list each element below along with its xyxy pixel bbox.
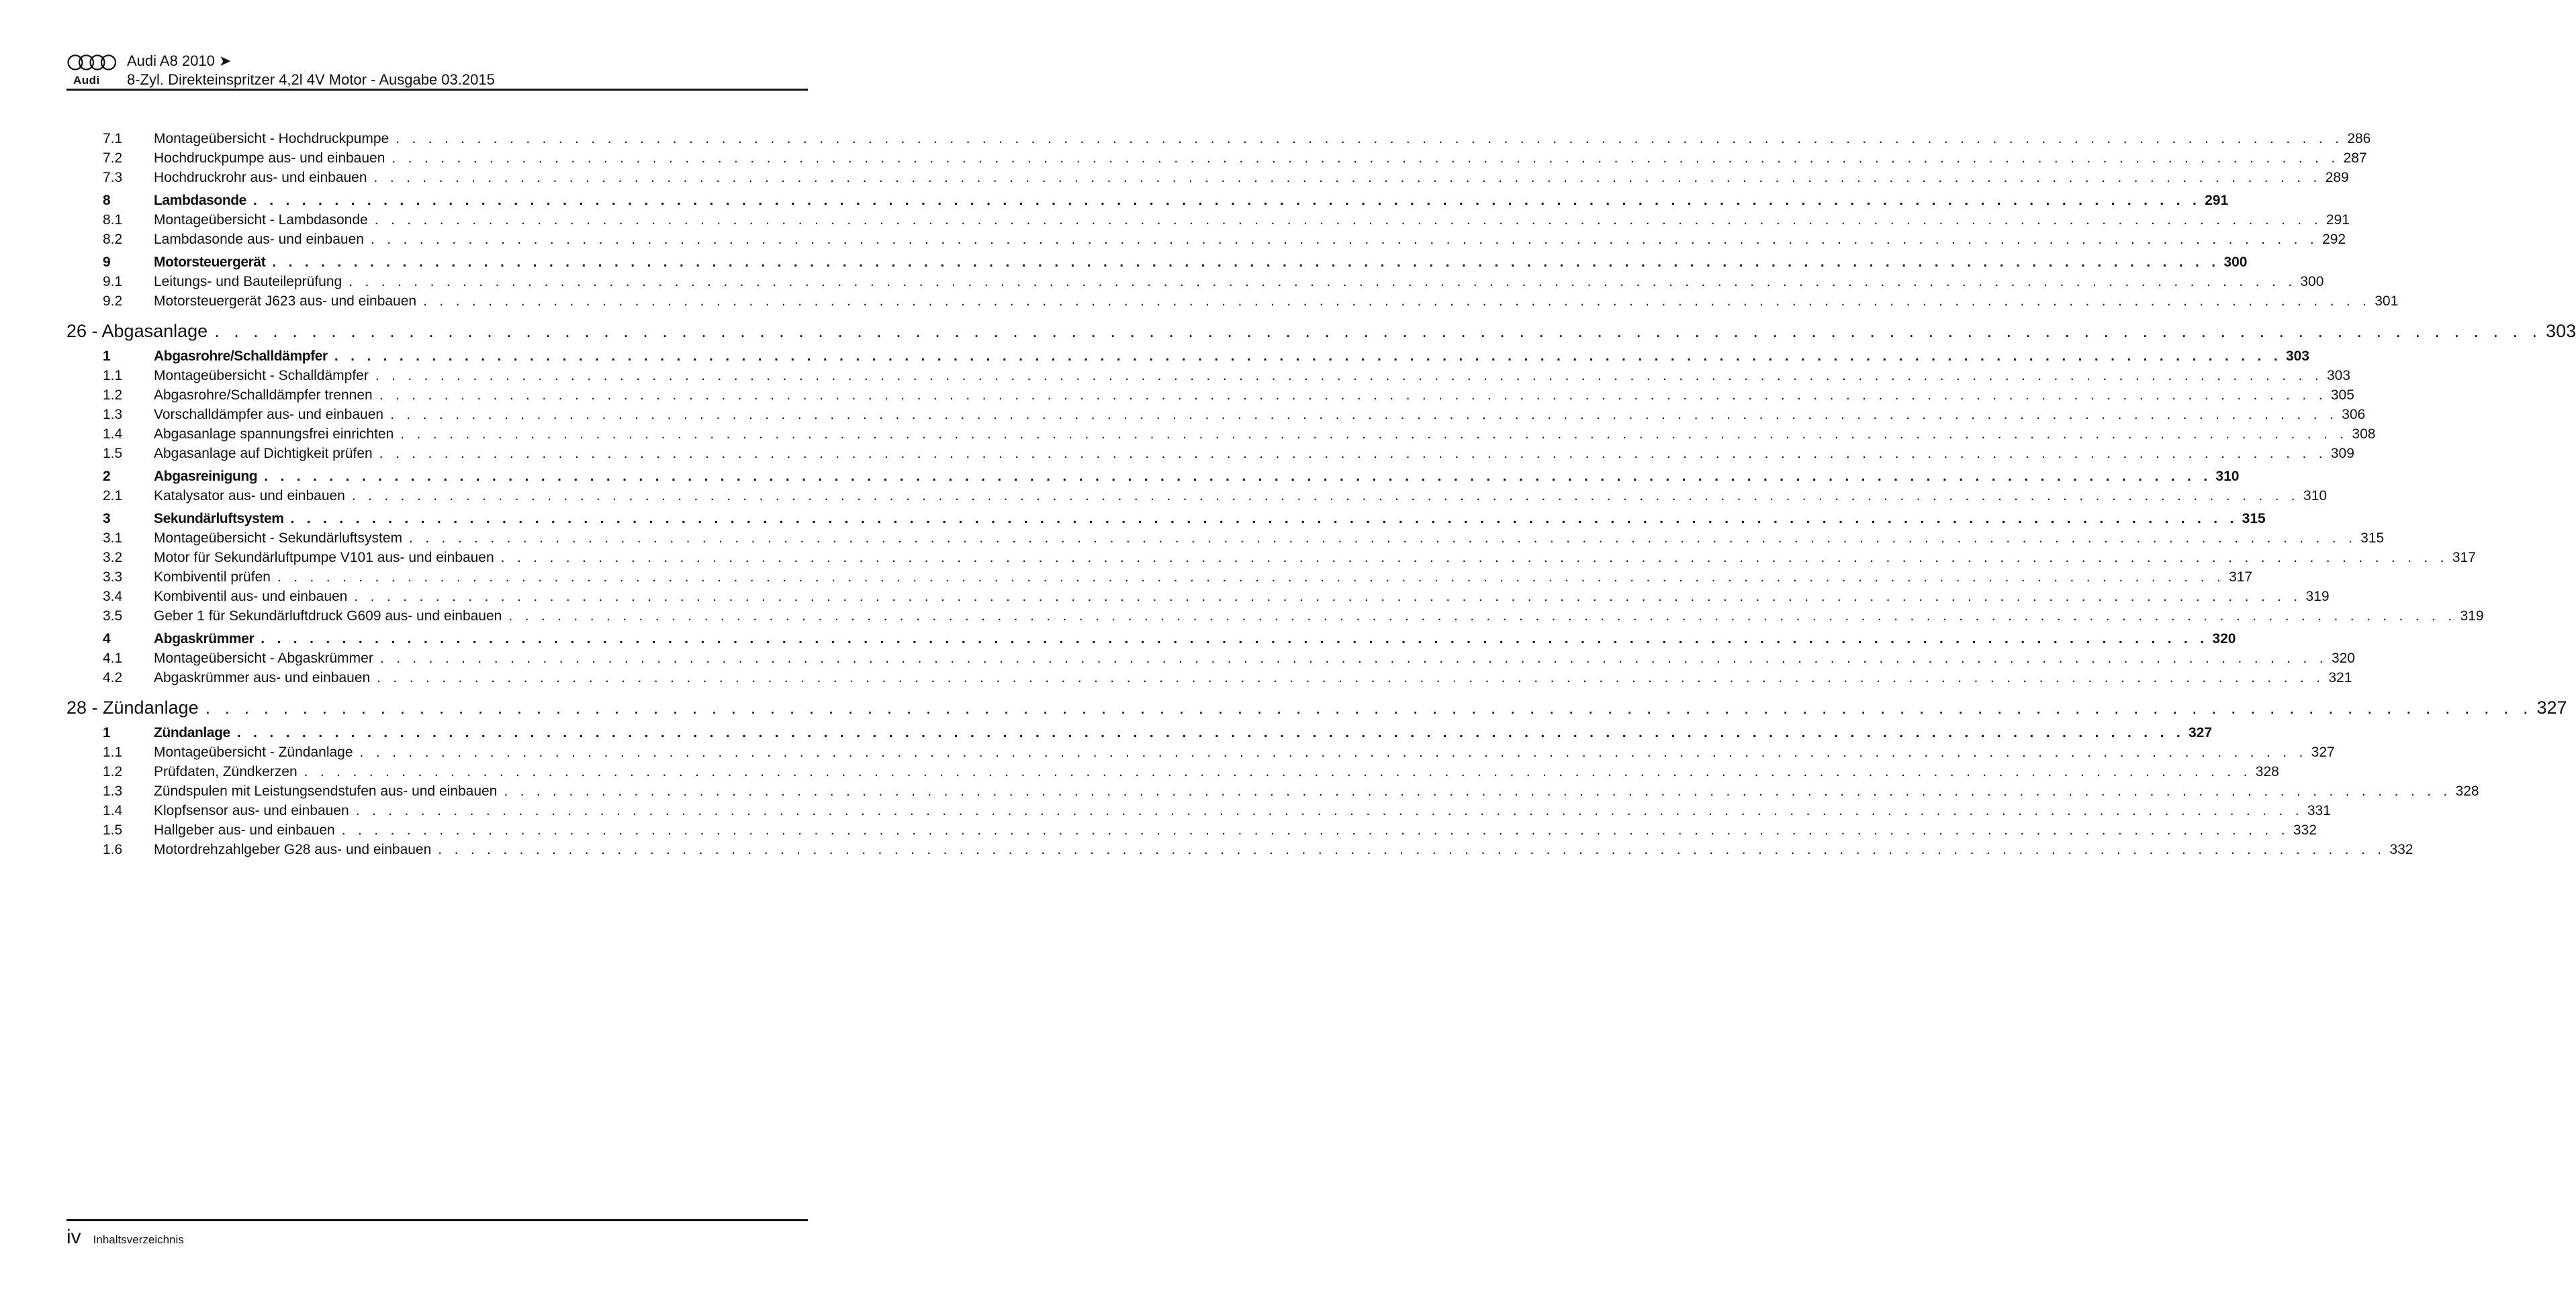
- toc-entry-number: 3.3: [103, 569, 123, 585]
- toc-entry-page: 301: [2375, 293, 2399, 309]
- toc-entry-title: Motordrehzahlgeber G28 aus- und einbauen: [154, 842, 432, 857]
- toc-entry-number: 7.2: [103, 150, 123, 166]
- toc-chapter[interactable]: [66, 319, 2576, 343]
- toc-entry-page: 291: [2326, 212, 2350, 228]
- toc-entry-page: 328: [2255, 764, 2279, 779]
- dot-leader: . . . . . . . . . . . . . . . . . . . . . . . . . . . . . . . . . . . . . . . . . . . . . . . . . . . . . . . . . . . . . . . . . . . . . . . . . . . . . . . . . . . . . . . . . . . . . . . . . . . . . . . . . . . . . . . . . . . . . . . .: [504, 783, 2452, 799]
- dot-leader: . . . . . . . . . . . . . . . . . . . . . . . . . . . . . . . . . . . . . . . . . . . . . . . . . . . . . . . . . . . . . . . . . . . . . . . . . . . . . . . . . . . . . . . . . . . . . . . . . . . . . . . . . . . . . . . . . . . . . . . .: [392, 150, 2340, 166]
- audi-rings-icon: [66, 54, 118, 71]
- toc-entry-page: 306: [2342, 407, 2366, 422]
- toc-entry-number: 4.1: [103, 651, 123, 666]
- dot-leader: . . . . . . . . . . . . . . . . . . . . . . . . . . . . . . . . . . . . . . . . . . . . . . . . . . . . . . . . . . . . . . . . . . . . . . . . . . . . . . . . . . . . . . . . . . . . . . . . . . . . . . . . . . . . . . . . . . . . . . . .: [290, 511, 2238, 526]
- toc-entry-number: 2.1: [103, 488, 123, 504]
- toc-entry-number: 4.2: [103, 670, 123, 685]
- toc-entry-title: Montageübersicht - Zündanlage: [154, 745, 353, 760]
- dot-leader: . . . . . . . . . . . . . . . . . . . . . . . . . . . . . . . . . . . . . . . . . . . . . . . . . . . . . . . . . . . . . . . . . . . . . . . . . . . . . . . . . . . . . . . . . . . . . . . . . . . . . . . . . . . . . . . . . . . . . . . .: [236, 725, 2184, 741]
- footer-divider: [66, 1219, 808, 1221]
- toc-entry[interactable]: [66, 129, 2371, 148]
- audi-logo-text: Audi: [73, 74, 100, 87]
- toc-entry-number: 1.2: [103, 764, 123, 779]
- toc-entry-title: Abgasrohre/Schalldämpfer: [154, 348, 328, 364]
- toc-entry-title: Zündanlage: [154, 725, 230, 741]
- toc-entry-title: Montageübersicht - Abgaskrümmer: [154, 651, 373, 666]
- dot-leader: . . . . . . . . . . . . . . . . . . . . . . . . . . . . . . . . . . . . . . . . . . . . . . . . . . . . . . . . . . . . . . . . . . . . . . . . . . . . . . . . . . . . . . . . . . . . . . . . . . . . . . . . . . . . . . . . . . . . . . . .: [377, 670, 2325, 685]
- dot-leader: . . . . . . . . . . . . . . . . . . . . . . . . . . . . . . . . . . . . . . . . . . . . . . . . . . . . . . . . . . . . . . . . . . . . . . . . . . . . . . . . . . . . . . . . . . . . . . . . . . . . . . . . . . . . . . . . . . . . . . . .: [423, 293, 2371, 309]
- toc-entry-number: 1.3: [103, 407, 123, 422]
- toc-entry-number: 1.1: [103, 745, 123, 760]
- toc-entry-page: 327: [2188, 725, 2213, 741]
- dot-leader: . . . . . . . . . . . . . . . . . . . . . . . . . . . . . . . . . . . . . . . . . . . . . . . . . . . . . . . . . . . . . . . . . . . . . . . . . . . . . . . . . . . . . . . . . . . . . . . . . . . . . . . . . . . . . . . . . . . . . . . .: [379, 446, 2327, 461]
- section-label: Inhaltsverzeichnis: [93, 1233, 184, 1246]
- dot-leader: . . . . . . . . . . . . . . . . . . . . . . . . . . . . . . . . . . . . . . . . . . . . . . . . . . . . . . . . . . . . . . . . . . . . . . . . . . . . . . . . . . . . . . . . . . . . . . . . . . . . . . . . . . . . . . . . . . . . . . . .: [354, 589, 2302, 604]
- toc-entry[interactable]: [66, 385, 2354, 405]
- document-subtitle: 8-Zyl. Direkteinspritzer 4,2l 4V Motor - Ausgabe 03.2015: [127, 71, 495, 88]
- toc-entry-number: 2: [103, 469, 111, 484]
- dot-leader: . . . . . . . . . . . . . . . . . . . . . . . . . . . . . . . . . . . . . . . . . . . . . . . . . . . . . . . . . . . . . . . . . . . . . . . . . . . . . . . . . . . . . . . . . . . . . . . . . . . . . . . . . . . . . . . . . . . . . . . .: [205, 698, 2533, 718]
- toc-entry-page: 320: [2212, 631, 2236, 647]
- dot-leader: . . . . . . . . . . . . . . . . . . . . . . . . . . . . . . . . . . . . . . . . . . . . . . . . . . . . . . . . . . . . . . . . . . . . . . . . . . . . . . . . . . . . . . . . . . . . . . . . . . . . . . . . . . . . . . . . . . . . . . . .: [359, 745, 2307, 760]
- toc-entry-title: Motorsteuergerät J623 aus- und einbauen: [154, 293, 417, 309]
- dot-leader: . . . . . . . . . . . . . . . . . . . . . . . . . . . . . . . . . . . . . . . . . . . . . . . . . . . . . . . . . . . . . . . . . . . . . . . . . . . . . . . . . . . . . . . . . . . . . . . . . . . . . . . . . . . . . . . . . . . . . . . .: [379, 651, 2328, 666]
- toc-entry-title: Montageübersicht - Schalldämpfer: [154, 368, 369, 383]
- toc-entry-title: Abgasanlage spannungsfrei einrichten: [154, 426, 394, 442]
- audi-logo: [66, 54, 119, 87]
- toc-entry-number: 7.1: [103, 131, 123, 146]
- dot-leader: . . . . . . . . . . . . . . . . . . . . . . . . . . . . . . . . . . . . . . . . . . . . . . . . . . . . . . . . . . . . . . . . . . . . . . . . . . . . . . . . . . . . . . . . . . . . . . . . . . . . . . . . . . . . . . . . . . . . . . . .: [261, 631, 2209, 647]
- dot-leader: . . . . . . . . . . . . . . . . . . . . . . . . . . . . . . . . . . . . . . . . . . . . . . . . . . . . . . . . . . . . . . . . . . . . . . . . . . . . . . . . . . . . . . . . . . . . . . . . . . . . . . . . . . . . . . . . . . . . . . . .: [390, 407, 2338, 422]
- toc-entry-title: Abgasrohre/Schalldämpfer trennen: [154, 387, 373, 403]
- toc-entry-number: 8.2: [103, 232, 123, 247]
- toc-entry-page: 315: [2242, 511, 2266, 526]
- toc-entry-page: 292: [2322, 232, 2346, 247]
- toc-entry-number: 7.3: [103, 170, 123, 185]
- toc-entry[interactable]: [66, 649, 2355, 668]
- toc-entry-title: Abgaskrümmer: [154, 631, 255, 647]
- toc-entry-number: 8.1: [103, 212, 123, 228]
- toc-entry-title: Lambdasonde aus- und einbauen: [154, 232, 364, 247]
- toc-entry-page: 317: [2229, 569, 2253, 585]
- toc-entry-number: 1.1: [103, 368, 123, 383]
- toc-entry-title: Hochdruckrohr aus- und einbauen: [154, 170, 367, 185]
- toc-entry-page: 332: [2293, 822, 2317, 838]
- toc-entry[interactable]: [66, 762, 2279, 781]
- toc-entry-title: Hochdruckpumpe aus- und einbauen: [154, 150, 385, 166]
- toc-entry-page: 319: [2460, 608, 2484, 624]
- dot-leader: . . . . . . . . . . . . . . . . . . . . . . . . . . . . . . . . . . . . . . . . . . . . . . . . . . . . . . . . . . . . . . . . . . . . . . . . . . . . . . . . . . . . . . . . . . . . . . . . . . . . . . . . . . . . . . . . . . . . . . . .: [264, 469, 2212, 484]
- toc-entry-number: 3.1: [103, 530, 123, 546]
- toc-section[interactable]: [66, 191, 2229, 210]
- toc-entry-title: Zündspulen mit Leistungsendstufen aus- und einbauen: [154, 783, 498, 799]
- toc-entry-page: 331: [2307, 803, 2331, 818]
- toc-entry-number: 1.6: [103, 842, 123, 857]
- page-number: iv: [66, 1226, 81, 1248]
- toc-entry[interactable]: [66, 366, 2351, 385]
- toc-entry[interactable]: [66, 801, 2331, 820]
- toc-entry-page: 305: [2330, 387, 2354, 403]
- dot-leader: . . . . . . . . . . . . . . . . . . . . . . . . . . . . . . . . . . . . . . . . . . . . . . . . . . . . . . . . . . . . . . . . . . . . . . . . . . . . . . . . . . . . . . . . . . . . . . . . . . . . . . . . . . . . . . . . . . . . . . . .: [374, 212, 2322, 228]
- toc-entry-page: 320: [2331, 651, 2355, 666]
- toc-entry-page: 327: [2311, 745, 2335, 760]
- toc-entry-page: 315: [2360, 530, 2385, 546]
- dot-leader: . . . . . . . . . . . . . . . . . . . . . . . . . . . . . . . . . . . . . . . . . . . . . . . . . . . . . . . . . . . . . . . . . . . . . . . . . . . . . . . . . . . . . . . . . . . . . . . . . . . . . . . . . . . . . . . . . . . . . . . .: [373, 170, 2321, 185]
- toc-entry-title: Kombiventil prüfen: [154, 569, 271, 585]
- toc-section[interactable]: [66, 252, 2248, 272]
- toc-section[interactable]: [66, 467, 2240, 486]
- toc-entry-page: 319: [2305, 589, 2330, 604]
- dot-leader: . . . . . . . . . . . . . . . . . . . . . . . . . . . . . . . . . . . . . . . . . . . . . . . . . . . . . . . . . . . . . . . . . . . . . . . . . . . . . . . . . . . . . . . . . . . . . . . . . . . . . . . . . . . . . . . . . . . . . . . .: [375, 368, 2323, 383]
- document-title: Audi A8 2010 ➤: [127, 52, 232, 69]
- toc-entry[interactable]: [66, 567, 2253, 587]
- toc-entry-number: 9.1: [103, 274, 123, 289]
- toc-entry-page: 321: [2328, 670, 2352, 685]
- toc-entry[interactable]: [66, 291, 2399, 311]
- toc-entry-title: Sekundärluftsystem: [154, 511, 284, 526]
- toc-entry-page: 303: [2326, 368, 2351, 383]
- toc-entry-number: 9.2: [103, 293, 123, 309]
- toc-entry-number: 4: [103, 631, 111, 647]
- toc-entry-title: Abgasreinigung: [154, 469, 258, 484]
- toc-entry-title: Lambdasonde: [154, 193, 246, 208]
- toc-entry-number: 1.4: [103, 426, 123, 442]
- dot-leader: . . . . . . . . . . . . . . . . . . . . . . . . . . . . . . . . . . . . . . . . . . . . . . . . . . . . . . . . . . . . . . . . . . . . . . . . . . . . . . . . . . . . . . . . . . . . . . . . . . . . . . . . . . . . . . . . . . . . . . . .: [370, 232, 2319, 247]
- toc-entry-page: 303: [2285, 348, 2309, 364]
- dot-leader: . . . . . . . . . . . . . . . . . . . . . . . . . . . . . . . . . . . . . . . . . . . . . . . . . . . . . . . . . . . . . . . . . . . . . . . . . . . . . . . . . . . . . . . . . . . . . . . . . . . . . . . . . . . . . . . . . . . . . . . .: [438, 842, 2386, 857]
- toc-entry-number: 1: [103, 348, 111, 364]
- dot-leader: . . . . . . . . . . . . . . . . . . . . . . . . . . . . . . . . . . . . . . . . . . . . . . . . . . . . . . . . . . . . . . . . . . . . . . . . . . . . . . . . . . . . . . . . . . . . . . . . . . . . . . . . . . . . . . . . . . . . . . . .: [400, 426, 2348, 442]
- toc-entry-title: Motorsteuergerät: [154, 254, 266, 270]
- dot-leader: . . . . . . . . . . . . . . . . . . . . . . . . . . . . . . . . . . . . . . . . . . . . . . . . . . . . . . . . . . . . . . . . . . . . . . . . . . . . . . . . . . . . . . . . . . . . . . . . . . . . . . . . . . . . . . . . . . . . . . . .: [396, 131, 2344, 146]
- toc-entry-page: 300: [2223, 254, 2248, 270]
- toc-entry-title: 28 - Zündanlage: [66, 698, 199, 718]
- toc-section[interactable]: [66, 723, 2213, 743]
- toc-entry-page: 310: [2303, 488, 2328, 504]
- toc-entry-number: 3.5: [103, 608, 123, 624]
- toc-entry-number: 1.5: [103, 822, 123, 838]
- toc-entry[interactable]: [66, 405, 2366, 424]
- toc-entry-title: Montageübersicht - Sekundärluftsystem: [154, 530, 403, 546]
- toc-entry-number: 1: [103, 725, 111, 741]
- toc-entry-title: Klopfsensor aus- und einbauen: [154, 803, 349, 818]
- toc-entry-title: Geber 1 für Sekundärluftdruck G609 aus- und einbauen: [154, 608, 502, 624]
- toc-entry[interactable]: [66, 210, 2350, 230]
- toc-entry[interactable]: [66, 606, 2484, 626]
- dot-leader: . . . . . . . . . . . . . . . . . . . . . . . . . . . . . . . . . . . . . . . . . . . . . . . . . . . . . . . . . . . . . . . . . . . . . . . . . . . . . . . . . . . . . . . . . . . . . . . . . . . . . . . . . . . . . . . . . . . . . . . .: [351, 488, 2300, 504]
- toc-entry-page: 286: [2347, 131, 2371, 146]
- toc-entry[interactable]: [66, 840, 2413, 859]
- toc-entry-number: 3.4: [103, 589, 123, 604]
- toc-entry[interactable]: [66, 168, 2349, 187]
- toc-entry-title: Vorschalldämpfer aus- und einbauen: [154, 407, 384, 422]
- toc-entry-title: 26 - Abgasanlage: [66, 321, 208, 341]
- toc-entry-page: 287: [2343, 150, 2367, 166]
- dot-leader: . . . . . . . . . . . . . . . . . . . . . . . . . . . . . . . . . . . . . . . . . . . . . . . . . . . . . . . . . . . . . . . . . . . . . . . . . . . . . . . . . . . . . . . . . . . . . . . . . . . . . . . . . . . . . . . . . . . . . . . .: [341, 822, 2289, 838]
- toc-entry[interactable]: [66, 743, 2335, 762]
- toc-entry[interactable]: [66, 587, 2330, 606]
- toc-entry[interactable]: [66, 820, 2317, 840]
- toc-entry-page: 291: [2205, 193, 2229, 208]
- toc-entry-title: Katalysator aus- und einbauen: [154, 488, 345, 504]
- dot-leader: . . . . . . . . . . . . . . . . . . . . . . . . . . . . . . . . . . . . . . . . . . . . . . . . . . . . . . . . . . . . . . . . . . . . . . . . . . . . . . . . . . . . . . . . . . . . . . . . . . . . . . . . . . . . . . . . . . . . . . . .: [252, 193, 2201, 208]
- toc-entry-title: Hallgeber aus- und einbauen: [154, 822, 335, 838]
- dot-leader: . . . . . . . . . . . . . . . . . . . . . . . . . . . . . . . . . . . . . . . . . . . . . . . . . . . . . . . . . . . . . . . . . . . . . . . . . . . . . . . . . . . . . . . . . . . . . . . . . . . . . . . . . . . . . . . . . . . . . . . .: [304, 764, 2252, 779]
- dot-leader: . . . . . . . . . . . . . . . . . . . . . . . . . . . . . . . . . . . . . . . . . . . . . . . . . . . . . . . . . . . . . . . . . . . . . . . . . . . . . . . . . . . . . . . . . . . . . . . . . . . . . . . . . . . . . . . . . . . . . . . .: [500, 550, 2448, 565]
- toc-entry-number: 1.4: [103, 803, 123, 818]
- toc-entry-page: 300: [2300, 274, 2324, 289]
- dot-leader: . . . . . . . . . . . . . . . . . . . . . . . . . . . . . . . . . . . . . . . . . . . . . . . . . . . . . . . . . . . . . . . . . . . . . . . . . . . . . . . . . . . . . . . . . . . . . . . . . . . . . . . . . . . . . . . . . . . . . . . .: [508, 608, 2456, 624]
- table-of-contents: [66, 129, 2576, 859]
- toc-entry[interactable]: [66, 424, 2376, 444]
- toc-entry[interactable]: [66, 781, 2479, 801]
- toc-entry-page: 303: [2546, 321, 2576, 341]
- toc-entry-title: Abgasanlage auf Dichtigkeit prüfen: [154, 446, 373, 461]
- toc-chapter[interactable]: [66, 696, 2567, 720]
- toc-entry-page: 317: [2452, 550, 2476, 565]
- toc-entry-number: 3: [103, 511, 111, 526]
- toc-section[interactable]: [66, 509, 2266, 528]
- toc-entry-page: 308: [2352, 426, 2376, 442]
- toc-entry-number: 1.2: [103, 387, 123, 403]
- toc-entry-page: 332: [2389, 842, 2413, 857]
- toc-entry[interactable]: [66, 668, 2352, 687]
- toc-entry-page: 328: [2455, 783, 2479, 799]
- toc-section[interactable]: [66, 629, 2236, 649]
- toc-entry[interactable]: [66, 444, 2354, 463]
- dot-leader: . . . . . . . . . . . . . . . . . . . . . . . . . . . . . . . . . . . . . . . . . . . . . . . . . . . . . . . . . . . . . . . . . . . . . . . . . . . . . . . . . . . . . . . . . . . . . . . . . . . . . . . . . . . . . . . . . . . . . . . .: [214, 321, 2542, 341]
- dot-leader: . . . . . . . . . . . . . . . . . . . . . . . . . . . . . . . . . . . . . . . . . . . . . . . . . . . . . . . . . . . . . . . . . . . . . . . . . . . . . . . . . . . . . . . . . . . . . . . . . . . . . . . . . . . . . . . . . . . . . . . .: [379, 387, 2327, 403]
- toc-entry-number: 1.3: [103, 783, 123, 799]
- toc-entry[interactable]: [66, 272, 2324, 291]
- toc-section[interactable]: [66, 346, 2309, 366]
- toc-entry-title: Montageübersicht - Lambdasonde: [154, 212, 368, 228]
- dot-leader: . . . . . . . . . . . . . . . . . . . . . . . . . . . . . . . . . . . . . . . . . . . . . . . . . . . . . . . . . . . . . . . . . . . . . . . . . . . . . . . . . . . . . . . . . . . . . . . . . . . . . . . . . . . . . . . . . . . . . . . .: [355, 803, 2303, 818]
- dot-leader: . . . . . . . . . . . . . . . . . . . . . . . . . . . . . . . . . . . . . . . . . . . . . . . . . . . . . . . . . . . . . . . . . . . . . . . . . . . . . . . . . . . . . . . . . . . . . . . . . . . . . . . . . . . . . . . . . . . . . . . .: [272, 254, 2220, 270]
- dot-leader: . . . . . . . . . . . . . . . . . . . . . . . . . . . . . . . . . . . . . . . . . . . . . . . . . . . . . . . . . . . . . . . . . . . . . . . . . . . . . . . . . . . . . . . . . . . . . . . . . . . . . . . . . . . . . . . . . . . . . . . .: [277, 569, 2225, 585]
- toc-entry[interactable]: [66, 486, 2328, 506]
- toc-entry-title: Motor für Sekundärluftpumpe V101 aus- und einbauen: [154, 550, 494, 565]
- dot-leader: . . . . . . . . . . . . . . . . . . . . . . . . . . . . . . . . . . . . . . . . . . . . . . . . . . . . . . . . . . . . . . . . . . . . . . . . . . . . . . . . . . . . . . . . . . . . . . . . . . . . . . . . . . . . . . . . . . . . . . . .: [409, 530, 2357, 546]
- toc-entry-number: 3.2: [103, 550, 123, 565]
- toc-entry-number: 9: [103, 254, 111, 270]
- toc-entry-number: 1.5: [103, 446, 123, 461]
- toc-entry-page: 310: [2215, 469, 2240, 484]
- dot-leader: . . . . . . . . . . . . . . . . . . . . . . . . . . . . . . . . . . . . . . . . . . . . . . . . . . . . . . . . . . . . . . . . . . . . . . . . . . . . . . . . . . . . . . . . . . . . . . . . . . . . . . . . . . . . . . . . . . . . . . . .: [349, 274, 2297, 289]
- toc-entry-number: 8: [103, 193, 111, 208]
- header-divider: [66, 89, 808, 91]
- toc-entry-title: Abgaskrümmer aus- und einbauen: [154, 670, 371, 685]
- toc-entry[interactable]: [66, 230, 2346, 249]
- toc-entry[interactable]: [66, 548, 2476, 567]
- toc-entry-title: Kombiventil aus- und einbauen: [154, 589, 348, 604]
- toc-entry[interactable]: [66, 148, 2367, 168]
- toc-entry-title: Leitungs- und Bauteileprüfung: [154, 274, 342, 289]
- toc-entry-page: 309: [2330, 446, 2354, 461]
- toc-entry-page: 289: [2325, 170, 2349, 185]
- toc-entry-page: 327: [2536, 698, 2567, 718]
- dot-leader: . . . . . . . . . . . . . . . . . . . . . . . . . . . . . . . . . . . . . . . . . . . . . . . . . . . . . . . . . . . . . . . . . . . . . . . . . . . . . . . . . . . . . . . . . . . . . . . . . . . . . . . . . . . . . . . . . . . . . . . .: [334, 348, 2282, 364]
- toc-entry-title: Montageübersicht - Hochdruckpumpe: [154, 131, 389, 146]
- toc-entry[interactable]: [66, 528, 2385, 548]
- page-footer: [66, 1226, 184, 1249]
- toc-entry-title: Prüfdaten, Zündkerzen: [154, 764, 297, 779]
